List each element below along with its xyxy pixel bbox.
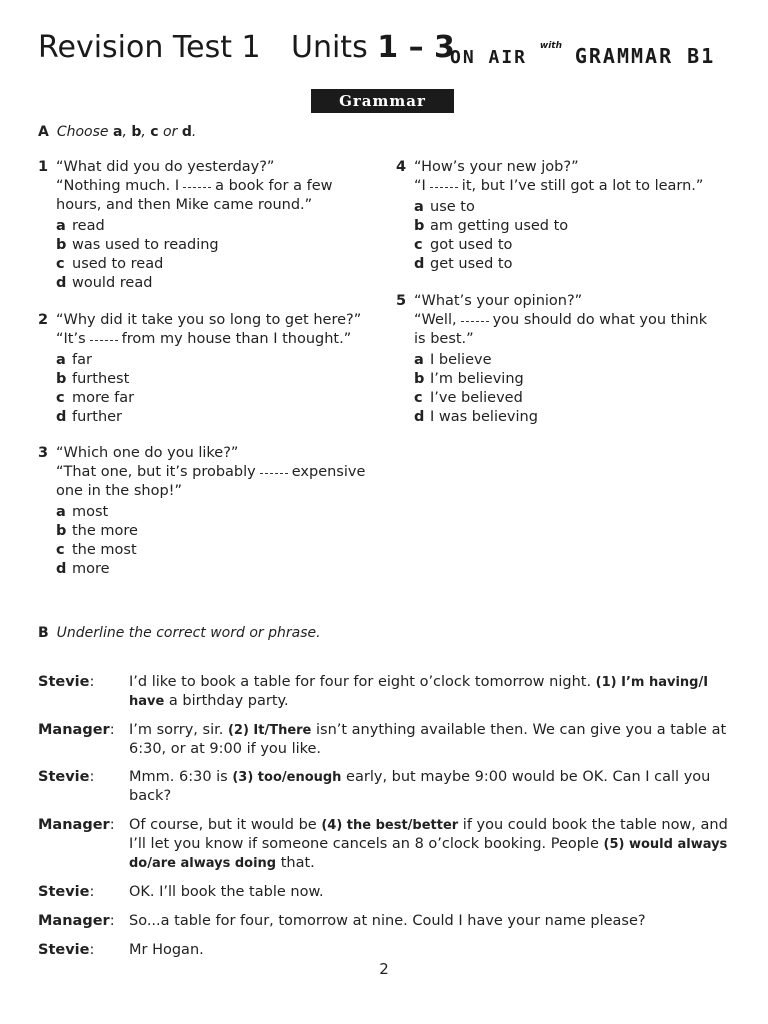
dialogue-line-1: Stevie: I’d like to book a table for four for eight o’clock tomorrow night. (1) I’m having/I have a birthday party. — [38, 674, 709, 709]
page-title: Revision Test 1 — [38, 30, 261, 65]
option-d: d would read — [56, 275, 153, 291]
section-heading: Grammar — [311, 89, 454, 113]
option-d: d I was believing — [414, 409, 538, 425]
option-c: c the most — [56, 542, 137, 558]
dialogue-line-2: Manager: I’m sorry, sir. (2) It/There isn’t anything available then. We can give you a table at 6:30, or at 9:00 if you like. — [38, 722, 727, 757]
option-b: b was used to reading — [56, 237, 219, 253]
question-3: 3 “Which one do you like?” “That one, but it’s probably expensive one in the shop!” a most b the more c the most d more — [38, 444, 383, 579]
dialogue-line-6: Manager: So...a table for four, tomorrow at nine. Could I have your name please? — [38, 913, 646, 929]
choice-2[interactable]: (2) It/There — [227, 723, 312, 738]
choice-1[interactable]: (1) I’m having/I have — [129, 675, 709, 709]
choice-3[interactable]: (3) too/enough — [232, 770, 342, 785]
answer-blank — [461, 319, 489, 322]
option-d: d further — [56, 409, 123, 425]
answer-blank — [430, 185, 458, 188]
answer-blank — [183, 185, 211, 188]
option-b: b furthest — [56, 371, 130, 387]
units-label: Units 1 – 3 — [291, 30, 455, 65]
option-a: a use to — [414, 199, 475, 215]
option-b: b I’m believing — [414, 371, 524, 387]
option-a: a I believe — [414, 352, 492, 368]
units-range: 1 – 3 — [377, 30, 455, 65]
option-b: b am getting used to — [414, 218, 569, 234]
option-d: d more — [56, 561, 110, 577]
part-a-instruction: A Choose a, b, c or d. — [38, 124, 197, 140]
option-b: b the more — [56, 523, 138, 539]
question-1: 1 “What did you do yesterday?” “Nothing much. I a book for a few hours, and then Mike came round.” a read b was used to reading c used to read d would read — [38, 158, 378, 293]
option-a: a most — [56, 504, 109, 520]
answer-blank — [90, 338, 118, 341]
page-number: 2 — [379, 960, 389, 978]
dialogue-line-5: Stevie: OK. I’ll book the table now. — [38, 884, 324, 900]
dialogue-line-4: Manager: Of course, but it would be (4) the best/better if you could book the table now, and I’ll let you know if someone cancels an 8 o’clock booking. People (5) would always do/are always doing that. — [38, 817, 728, 871]
option-d: d get used to — [414, 256, 513, 272]
option-a: a read — [56, 218, 105, 234]
question-5: 5 “What’s your opinion?” “Well, you should do what you think is best.” a I believe b I’m believing c I’ve believed d I was believing — [396, 292, 736, 427]
option-c: c more far — [56, 390, 135, 406]
option-c: c used to read — [56, 256, 164, 272]
choice-5[interactable]: (5) would always do/are always doing — [129, 837, 728, 871]
option-c: c got used to — [414, 237, 513, 253]
option-c: c I’ve believed — [414, 390, 523, 406]
answer-blank — [260, 471, 288, 474]
part-b-instruction: B Underline the correct word or phrase. — [38, 625, 321, 641]
dialogue-line-7: Stevie: Mr Hogan. — [38, 942, 204, 958]
dialogue-line-3: Stevie: Mmm. 6:30 is (3) too/enough early, but maybe 9:00 would be OK. Can I call you back? — [38, 769, 711, 804]
question-2: 2 “Why did it take you so long to get here?” “It’s from my house than I thought.” a far b furthest c more far d further — [38, 311, 383, 427]
option-a: a far — [56, 352, 92, 368]
book-logo: ON AIR $^{with}$ GRAMMAR B1 — [450, 41, 716, 68]
question-4: 4 “How’s your new job?” “I it, but I’ve still got a lot to learn.” a use to b am getting used to c got used to d get used to — [396, 158, 736, 274]
choice-4[interactable]: (4) the best/better — [321, 818, 459, 833]
